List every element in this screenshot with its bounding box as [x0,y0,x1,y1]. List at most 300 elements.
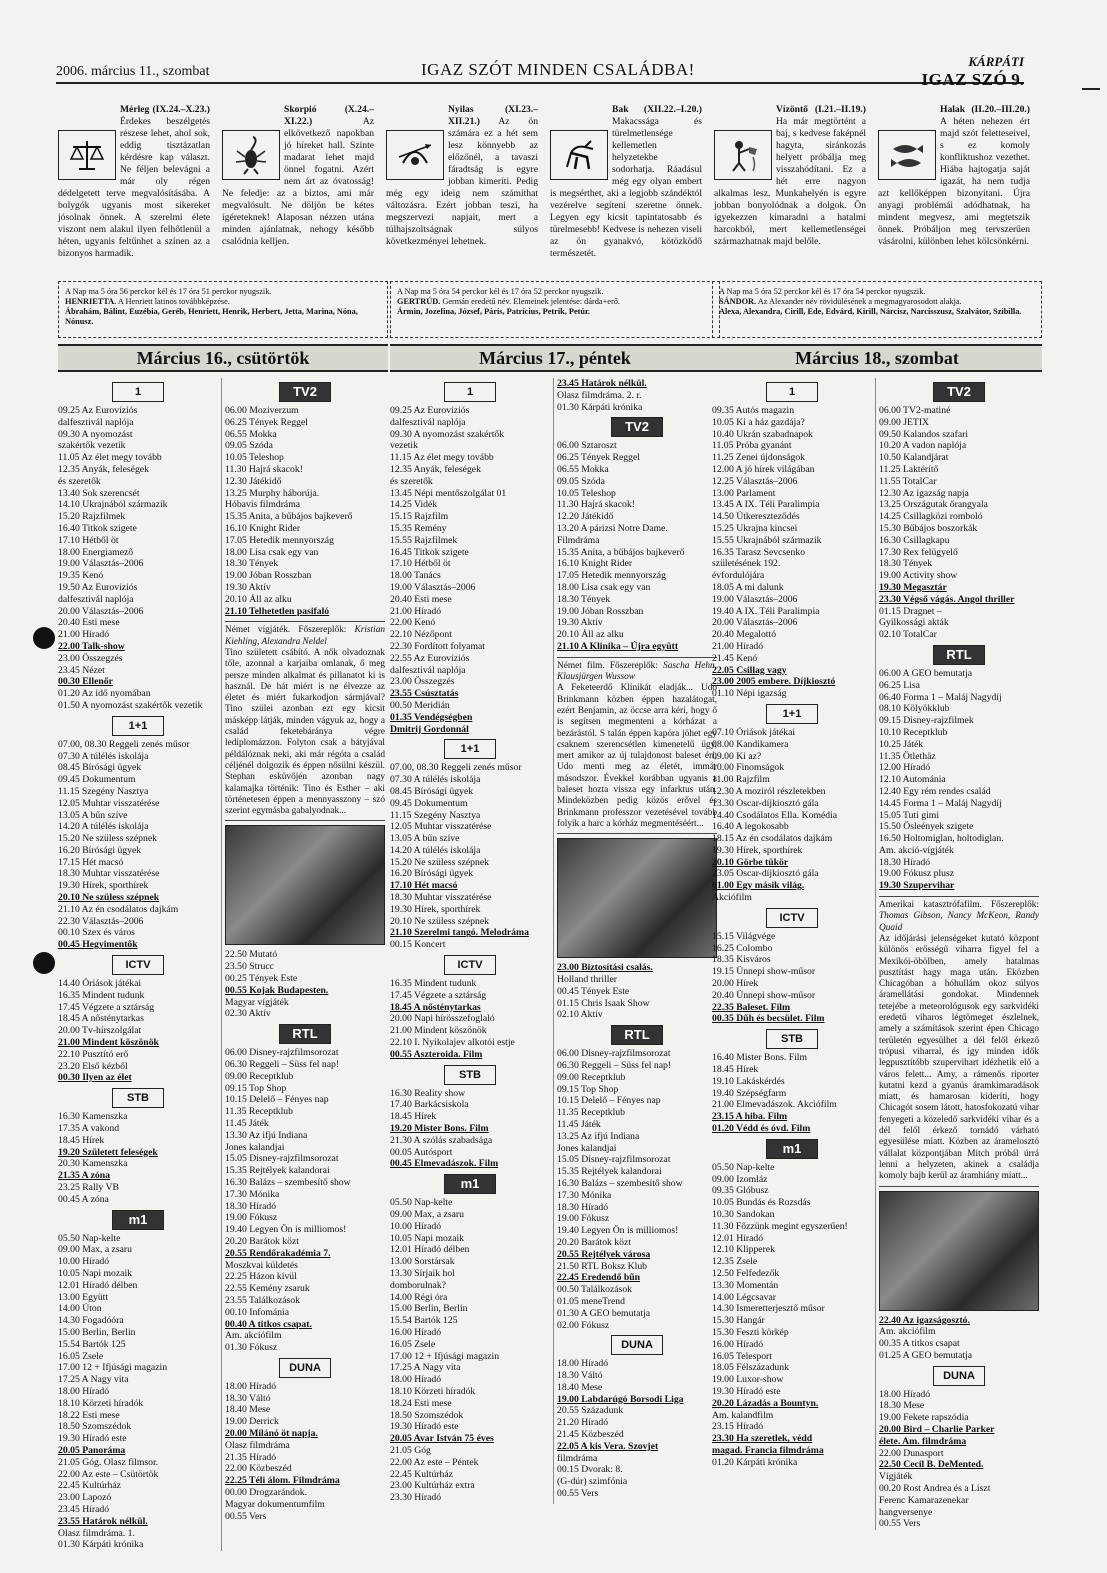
scorpion-icon [222,130,280,180]
horoscope-text: Érdekes beszélgetés részese lehet, ahol sok, eddig tisztázatlan kérdésre kap választ. Ne féljen belevágni a már oly régen dédelgetett terve megvalósításába. A bolygók ugyanis most sikereket jósolnak önnek. A szerelmi élete viszont nem alakul ilyen felhőtlenül a héten, ugyanis feltűnhet a színen az a bizonyos harmadik. [58,116,210,259]
program-item: 13.30 Momentán [712,1279,779,1291]
program-item: 10.00 Finomságok [712,762,785,774]
program-item: 21.00 Híradó [58,629,110,641]
channel-name: TV2 [279,382,331,402]
program-item: 21.00 Mindent köszönök [58,1037,159,1049]
pisces-icon [878,130,936,180]
program-item: 20.40 Esti mese [58,617,120,629]
channel-logo [225,1024,385,1044]
program-item: 20.00 Hírek [712,978,759,990]
channel-name: 1+1 [112,716,164,736]
program-item: 18.24 Esti mese [390,1397,452,1409]
program-item: 00.55 Vers [225,1510,267,1522]
program-item: 11.30 Hajrá skacok! [225,463,303,475]
program-item: 09.50 Kalandos szafari [879,428,969,440]
program-item: 15.00 Berlin, Berlin [390,1303,468,1315]
program-item: 22.55 Az Eurovíziós [390,652,470,664]
program-item: Filmdráma [557,534,600,546]
program-item: 12.01 Híradó délben [58,1279,138,1291]
program-item: 17.35 A vakond [58,1123,120,1135]
program-item: 18.30 Váltó [225,1392,271,1404]
program-item: 00.50 Találkozások [557,1284,633,1296]
program-item: 15.30 Bűbájos boszorkák [879,522,978,534]
program-item: 09.05 Szóda [225,440,273,452]
program-item: 10.05 Napi mozaik [390,1232,464,1244]
program-item: 15.54 Bartók 125 [58,1338,126,1350]
program-item: 21.00 Híradó [390,605,442,617]
film-photo [879,1191,1039,1311]
program-item: 21.10 Az én csodálatos dajkám [58,903,179,915]
program-item: 22.05 A kis Vera. Szovjet [557,1440,659,1452]
program-item: 15.15 Rajzfilm [390,511,449,523]
program-item: 19.00 Választás–2006 [390,581,476,593]
film-review [557,657,717,834]
program-item: 00.30 Ellenőr [58,676,113,688]
program-item: 20.00 Választás–2006 [58,605,144,617]
program-item: 21.05 Góg [390,1444,431,1456]
horoscope-sign: Nyilas (XI.23.–XII.21.) [448,104,538,127]
program-item: 19.30 Aktív [557,617,603,629]
program-item: 15.30 Hangár [712,1315,765,1327]
program-item: 19.00 Fekete rapszódia [879,1412,969,1424]
issue-date: 2006. március 11., szombat [56,64,210,79]
program-item: 15.35 Remény [390,522,447,534]
sun-times: A Nap ma 5 óra 56 perckor kél és 17 óra 51 perckor nyugszik. [65,287,272,296]
program-item: 18.40 Mese [557,1381,603,1393]
program-item: 19.40 Legyen Ön is milliomos! [557,1225,679,1237]
review-head: Német film. Főszereplők: [557,660,658,671]
program-item: Vígjáték [879,1471,913,1483]
program-item: 02.10 TotalCar [879,629,937,641]
channel-column-left [390,378,553,1504]
program-item: 15.25 Ukrajna kincsei [712,522,798,534]
program-item: Olasz filmdráma [225,1439,290,1451]
program-item: 20.00 Választás–2006 [712,617,798,629]
program-item: filmdráma [557,1452,598,1464]
program-item: 01.10 Népi igazság [712,688,787,700]
program-item: 00.40 A titkos csapat. [225,1318,312,1330]
program-item: 20.10 Áll az alku [557,629,624,641]
program-item: 22.25 Házon kívül [225,1271,297,1283]
program-item: 23.55 Határok nélkül. [58,1515,148,1527]
program-item: 18.50 Szomszédok [390,1409,464,1421]
channel-logo [58,1210,218,1230]
channel-name: STB [444,1065,496,1085]
program-item: 17.05 Hetedik mennyország [557,570,666,582]
program-item: 16.10 Knight Rider [225,522,301,534]
program-item: 18.00 Híradó [390,1374,442,1386]
program-item: 23.00 Összegzés [58,652,123,664]
program-item: 12.30 Az igazság napja [879,487,969,499]
capricorn-icon [550,130,608,180]
program-item: 12.20 Játékidő [557,511,614,523]
program-item: 16.35 Mindent tudunk [58,989,145,1001]
program-item: Olasz filmdráma. 1. [58,1527,135,1539]
program-item: 02.30 Aktív [225,1008,271,1020]
program-item: 18.30 Tények [225,558,279,570]
program-item: 01.15 Dragnet – [879,605,942,617]
horoscope-sign: Halak (II.20.–III.20.) [940,104,1030,115]
program-item: 11.35 Ötlethäz [879,750,936,762]
channel-logo [225,382,385,402]
program-item: 19.30 Hírek, sporthírek [58,880,149,892]
channel-name: DUNA [279,1358,331,1378]
program-item: 18.30 Mese [879,1400,925,1412]
program-item: 20.40 Esti mese [390,593,452,605]
program-item: 18.30 Muhtar visszatérése [58,868,160,880]
program-item: 13.05 A bűn szíve [58,809,128,821]
program-item: 12.40 Egy rém rendes család [879,785,991,797]
review-text: Az időjárási jelenségeket kutató központ különös erősségű viharra figyel fel a Mexikói-öbölben, amely hatalmas pusztítást hagy maga után. Eközben Chicagóban a hóhullám okoz súlyos áramellátási gondokat. Mindennek tetejébe a meteorológusok egy sarkvidéki eredetű viharos légtömeget észlelnek, amely a számítások szerint épen Chicago területén egyesülhet a dél felől érkező trópusi viharral, és így minden idők legpusztítóbb szupervihart idézhetik elő a város felett... Amy, a rámenős riporter kutatni kezd a gyanús áramkimaradások miatt, és hamarosan kideríti, hogy Chicagót sosem látott, hatosfokozatú vihar fenyegeti a közeledő sarkvidéki vihar és a dél felől érkező tornádó várható egyesülése miatt. Közben az áramelosztó vállalat központjában Mitch próbál úrrá lenni a helyzeten, akinek a családja komoly bajb​ kerül az áramhiány miatt... [879,933,1039,1182]
program-item: Jones kalandjai [225,1141,285,1153]
program-item: 23.00 2005 embere. Díjkiosztó [712,676,836,688]
program-item: 01.05 meneTrend [557,1295,625,1307]
program-item: 14.45 Forma 1 – Maláj Nagydíj [879,797,1002,809]
program-item: 14.30 Ismeretterjesztő műsor [712,1303,825,1315]
program-item: 23.45 Határok nélkül. [557,378,647,389]
program-item: 01.15 Chris Isaak Show [557,997,650,1009]
channel-column-right [221,378,388,1551]
program-item: 00.15 Dvorak: 8. [557,1464,623,1476]
program-item: 13.25 Az ifjú Indiana [557,1130,640,1142]
program-item: 18.30 Váltó [557,1370,603,1382]
program-item: 16.50 Holtomiglan, holtodiglan. [879,833,1004,845]
channel-logo [712,1029,872,1049]
horoscope-sign: Bak (XII.22.–I.20.) [612,104,702,115]
program-item: 18.00 Híradó [225,1380,277,1392]
channel-name: 1 [112,382,164,402]
program-item: 19.30 Hírek, sporthírek [712,844,803,856]
program-item: 20.10 Görbe tükör [712,856,789,868]
program-item: 11.00 Rajzfilm [712,774,770,786]
program-item: 19.00 Jóban Rosszban [557,605,644,617]
horoscope [222,104,374,270]
nameday-name: GERTRÚD. [397,297,441,306]
program-item: 00.55 Vers [557,1488,599,1500]
program-item: 01.30 A GEO bemutatja [557,1307,651,1319]
program-item: 16.30 Reality show [390,1087,466,1099]
brand-name: KÁRPÁTI [968,54,1024,69]
review-head: Német vígjáték. Főszereplők: [225,625,347,636]
program-item: 16.35 Mindent tudunk [390,978,477,990]
channel-name: m1 [444,1174,496,1194]
program-item: 07.00, 08.30 Reggeli zenés műsor [390,762,522,774]
program-item: 09.00 Max, a zsaru [58,1244,132,1256]
program-item: 16.35 Tarasz Sevcsenko [712,546,806,558]
program-item: 19.00 Derrick [225,1416,279,1428]
program-item: 00.45 Elmevadászok. Film [390,1158,499,1170]
program-item: 19.30 Híradó este [390,1421,459,1433]
program-item: 01.30 Kárpáti krónika [58,1539,144,1551]
program-item: 05.50 Nap-kelte [390,1197,453,1209]
program-item: 11.35 Receptklub [557,1107,625,1119]
program-item: Am. akciófilm [225,1330,282,1342]
program-item: 14.25 Csillagközi romboló [879,511,983,523]
program-item: 17.00 12 + Ifjúsági magazin [390,1350,500,1362]
program-item: 17.25 A Nagy vita [390,1362,461,1374]
program-item: 01.20 Védd és óvd. Film [712,1123,811,1135]
program-item: 19.30 Híradó este [712,1385,781,1397]
channel-logo [58,1088,218,1108]
program-item: Magyar dokumentumfilm [225,1498,325,1510]
program-item: Olasz filmdráma. 2. r. [557,389,642,401]
program-item: évfordulójára [712,570,765,582]
program-item: 13.00 Parlament [712,487,776,499]
program-item: 14.00 Úton [58,1303,102,1315]
program-item: 18.45 A nősténytarkas [58,1013,144,1025]
channel-name: DUNA [933,1366,985,1386]
program-item: 21.45 Közbeszéd [557,1429,624,1441]
program-item: 17.10 Hétből öt [390,558,451,570]
channel-name: ICTV [112,955,164,975]
program-item: 00.45 Tények Este [557,985,630,997]
program-item: 06.00 A GEO bemutatja [879,667,973,679]
program-item: Am. akciófilm [879,1326,936,1338]
program-item: 22.45 Kultúrház [390,1468,453,1480]
program-item: 16.20 Bírósági ügyek [390,868,474,880]
program-item: 19.00 Választás–2006 [58,558,144,570]
program-item: 19.30 Aktív [225,581,271,593]
channel-logo [58,716,218,736]
program-item: Dmitrij Gordonnál [390,723,469,735]
program-item: 13.30 Az ifjú Indiana [225,1129,308,1141]
program-item: 14.50 Útkereszteződés [712,511,800,523]
day-column [712,281,1042,1571]
program-item: 23.20 Első kézből [58,1060,128,1072]
program-item: 16.30 Balázs – szembesítő show [557,1177,683,1189]
channel-logo [390,382,550,402]
program-item: 00.55 Kojak Budapesten. [225,984,329,996]
program-item: 19.20 Született feleségek [58,1146,158,1158]
program-item: Hóbavis filmdráma [225,499,301,511]
program-item: 06.25 Tények Reggel [557,452,640,464]
program-item: 07.30 A túlélés iskolája [58,750,149,762]
program-item: 15.20 Rajzfilmek [58,511,126,523]
program-item: 22.45 Kultúrház [58,1480,121,1492]
program-item: 22.10 Nézőpont [390,629,452,641]
program-item: 21.20 Híradó [557,1417,609,1429]
program-item: 23.15 Híradó [712,1421,764,1433]
program-item: 23.55 Csúsztatás [390,688,459,700]
program-item: 16.25 Colombo [712,942,773,954]
program-item: 11.15 Szegény Nasztya [390,809,481,821]
channel-name: RTL [611,1025,663,1045]
horoscope-sign: Mérleg (IX.24.–X.23.) [120,104,210,115]
channel-column-right [875,378,1042,1530]
day-column [390,281,720,1571]
program-item: 00.30 Ilyen az élet [58,1072,132,1084]
channel-logo [390,1174,550,1194]
program-item: 12.00 A jó hírek világában [712,463,815,475]
horoscope-text: Ha már megtörtént a baj, s kedvese faképnél hagyta, siránkozás helyett próbálja meg visszahódítani. Ez a hét erre nagyon alkalmas lesz. Munkahelyén is egyre jobban bonyolódnak a dolgok. Ön igyekezzen kimaradni a hatalmi harcokból, mert kellemetlenségei származhatnak majd belőle. [714,116,866,247]
channel-logo [712,908,872,928]
program-item: 10.30 Sandokan [712,1209,775,1221]
program-item: 19.00 Activity show [879,570,958,582]
program-item: 13.05 A bűn szíve [390,833,460,845]
channel-logo [225,1358,385,1378]
channel-name: TV2 [933,382,985,402]
program-item: 01.35 Vendégségben [390,711,473,723]
program-item: születésének 192. [712,558,781,570]
program-item: 10.05 Teleshop [225,452,284,464]
program-item: 20.05 Avar István 75 éves [390,1433,494,1445]
program-item: 14.40 Csodálatos Ella. Komédia [712,809,838,821]
program-item: Am. kalandfilm [712,1409,774,1421]
program-item: 15.35 Anita, a bűbájos bajkeverő [557,546,685,558]
sun-times: A Nap ma 5 óra 52 perckor kél és 17 óra 54 perckor nyugszik. [719,287,926,296]
program-item: 21.45 Kenó [712,652,758,664]
program-item: 16.10 Knight Rider [557,558,633,570]
program-item: 17.25 A Nagy vita [58,1374,129,1386]
program-item: 09.00 Receptklub [557,1071,626,1083]
program-item: 18.15 Az én csodálatos dajkám [712,833,833,845]
program-item: szakértők vezetik [58,440,126,452]
program-item: 13.00 Együtt [58,1291,109,1303]
program-item: 17.00 12 + Ifjúsági magazin [58,1362,168,1374]
program-item: 10.40 Ukrán szabadnapok [712,428,813,440]
program-item: 06.55 Mokka [557,463,609,475]
program-item: 17.10 Hétből öt [58,534,119,546]
program-item: 20.00 Napi hírösszefoglaló [390,1013,495,1025]
program-item: 16.40 Titkok szigete [58,522,137,534]
program-item: 18.30 Tények [879,558,933,570]
program-item: 06.30 Reggeli – Süss fel nap! [225,1058,340,1070]
channel-logo [390,955,550,975]
program-item: 18.30 Híradó [225,1200,277,1212]
program-item: 18.45 Hírek [712,1064,759,1076]
program-item: 22.00 Dunasport [879,1447,944,1459]
program-item: 08.00 Kandikamera [712,738,789,750]
program-item: 19.00 Fókusz [557,1213,610,1225]
page-number: 9. [1011,70,1024,89]
program-item: 13.40 Sok szerencsét [58,487,140,499]
program-item: 09.05 Szóda [557,475,605,487]
program-item: 17.45 Végzete a sztárság [58,1001,155,1013]
program-item: 23.30 Végső vágás. Angol thriller [879,593,1015,605]
program-item: 11.45 Játék [225,1117,269,1129]
program-item: 15.35 Rejtélyek kalandorai [225,1165,330,1177]
program-item: 21.05 Góg. Olasz filmsor. [58,1456,159,1468]
program-item: 19.00 Luxor-show [712,1374,784,1386]
program-item: 18.10 Körzeti híradók [390,1385,476,1397]
program-item: 20.00 Tv-hírszolgálat [58,1025,142,1037]
program-item: 18.30 Muhtar visszatérése [390,892,492,904]
review-cast: Thomas Gibson, Nancy McKeon, Randy Quaid [879,911,1039,933]
program-item: 23.25 Rally VB [58,1182,119,1194]
program-item: 00.05 Autósport [390,1146,453,1158]
program-item: 09.35 Glóbusz [712,1185,769,1197]
program-item: 09.25 Az Eurovíziós [58,405,138,416]
program-item: Gyilkossági akták [879,617,949,629]
nameday-list: Alexa, Alexandra, Cirill, Ede, Edvárd, Kirill, Nárcisz, Narcisszusz, Szalvátor, Szibilla. [719,307,1022,316]
masthead [56,54,1024,89]
program-item: 18.00 Híradó [58,1385,110,1397]
program-item: 12.35 Anyák, feleségek [58,463,149,475]
review-cast: Kristian Kiehling, Alexandra Neldel [225,625,386,647]
horoscope-text: Az ön számára ez a hét sem lesz könnyebb az előzőnél, a tavaszi fáradtság is egyre jobban kimeríti. Pedig még egy ideig nem számíthat változásra. Ezért jobban teszi, ha megszervezi napjait, mert a túlhajszoltságnak súlyos következményei lehetnek. [386,116,538,247]
channel-column-left [58,378,221,1551]
program-item: 18.00 Lisa csak egy van [557,581,651,593]
program-item: 15.50 Ösleények szigete [879,821,974,833]
program-item: 19.10 Lakáskérdés [712,1075,785,1087]
program-item: Holland thriller [557,973,617,985]
libra-icon [58,130,116,180]
program-item: 19.30 Híradó este [58,1433,127,1445]
program-item: 10.05 Bundás és Rozsdás [712,1197,811,1209]
program-item: 18.45 Hírek [390,1111,437,1123]
program-item: 16.05 Zsele [58,1350,104,1362]
channel-logo [390,1065,550,1085]
program-item: 18.00 Híradó [879,1388,931,1400]
program-item: 10.10 Receptklub [879,726,948,738]
day-title: Március 17., péntek [390,344,720,372]
program-item: 09.35 Autós magazin [712,405,795,416]
program-item: 16.00 Híradó [390,1326,442,1338]
program-item: 18.50 Szomszédok [58,1421,132,1433]
program-item: 01.30 Kárpáti krónika [557,401,643,413]
program-item: 12.01 Híradó [712,1232,764,1244]
program-item: 00.55 Vers [879,1518,921,1530]
program-item: 23.00 Lapozó [58,1492,112,1504]
program-item: domborulnak? [390,1279,446,1291]
channel-logo [390,739,550,759]
program-item: 22.00 Kenó [390,617,436,629]
channel-name: ICTV [444,955,496,975]
program-item: 20.40 Megalottó [712,629,777,641]
program-item: 09.15 Top Shop [557,1083,619,1095]
program-item: 17.30 Rex felügyelő [879,546,958,558]
film-review [225,621,385,821]
program-item: 06.00 Disney-rajzfilmsorozat [557,1048,671,1060]
program-item: 06.55 Mokka [225,428,277,440]
program-item: 14.20 A túlélés iskolája [390,844,481,856]
program-item: 00.00 Drogzarándok. [225,1487,308,1499]
program-item: 12.10 Autománia [879,774,946,786]
program-item: 23.00 Kultúrház extra [390,1480,475,1492]
program-item: 11.15 Az élet megy tovább [390,452,494,464]
program-item: 11.15 Szegény Nasztya [58,785,149,797]
program-item: 18.00 Tanács [390,570,441,582]
program-item: 06.00 Disney-rajzfilmsorozat [225,1047,339,1059]
program-item: 19.00 Fókusz plusz [879,868,955,880]
program-item: 22.00 Közbeszéd [225,1463,292,1475]
edge-mark [1082,88,1100,90]
program-item: 17.10 Hét macsó [390,880,458,892]
program-item: 06.25 Lisa [879,679,920,691]
program-item: 21.35 A zóna [58,1170,110,1182]
program-item: Am. akció-vígjáték [879,844,954,856]
program-item: 01.50 A nyomozást szakértők vezetik [58,699,203,711]
program-item: Magyar vígjáték [225,996,289,1008]
program-item: 23.15 A hiba. Film [712,1111,788,1123]
program-item: 00.25 Tények Este [225,972,298,984]
program-item: 18.45 Hírek [58,1134,105,1146]
program-item: 06.00 TV2-matiné [879,405,951,416]
program-item: 15.30 Feszti körkép [712,1326,789,1338]
program-item: 19.40 A IX. Téli Paralimpia [712,605,820,617]
program-item: 06.25 Tények Reggel [225,416,308,428]
program-item: 20.55 Századunk [557,1405,624,1417]
program-item: 14.20 A túlélés iskolája [58,821,149,833]
program-item: 12.35 Anyák, feleségek [390,463,481,475]
program-item: 14.00 Légcsavar [712,1291,777,1303]
program-item: 16.20 Bírósági ügyek [58,844,142,856]
program-item: 02.10 Aktív [557,1009,603,1021]
program-item: 12.05 Muhtar visszatérése [58,797,160,809]
program-item: 00.10 Infománia [225,1306,290,1318]
program-item: 10.00 Híradó [58,1256,110,1268]
program-item: hangversenye [879,1506,933,1518]
